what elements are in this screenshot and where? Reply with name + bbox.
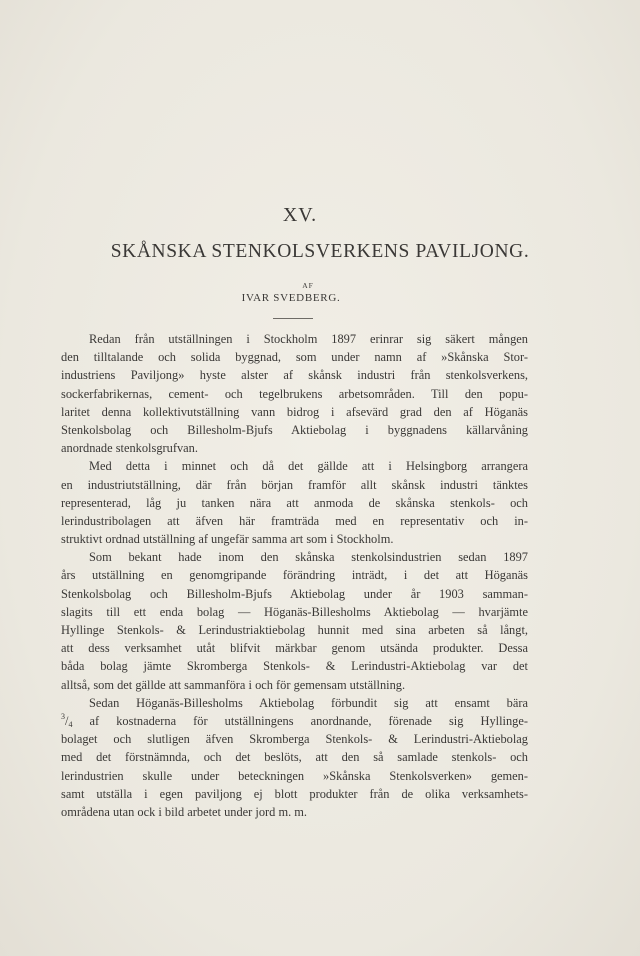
body-text: [61, 330, 528, 821]
text-line: alltså, som det gällde att sammanföra i och för gemensam utställning.: [61, 677, 406, 692]
author-name: IVAR SVEDBERG.: [241, 292, 341, 304]
text-line: Redan från utställningen i Stockholm 1897 erinrar sig säkert mången: [89, 332, 528, 346]
text-line: sockerfabrikernas, cement- och tegelbrukens arbetsområden. Till den popu-: [61, 386, 528, 401]
chapter-number: XV.: [282, 204, 318, 226]
text-line-remainder: af kostnaderna för utställningens anordnande, förenade sig Hyllinge-: [89, 713, 528, 728]
text-line: Sedan Höganäs-Billesholms Aktiebolag förbundit sig att ensamt bära: [89, 695, 528, 710]
text-line: industriens Paviljong» hyste alster af skånsk industri från stenkolsverkens,: [61, 368, 528, 383]
title-divider: [273, 318, 313, 319]
text-line: Stenkolsbolag och Billesholm-Bjufs Aktiebolag under år 1903 samman-: [61, 586, 528, 601]
text-line: lerindustribolagen att äfven här framträda med en representativ och in-: [61, 513, 528, 528]
text-line-with-fraction: [61, 712, 528, 730]
text-line: laritet denna kollektivutställning vann bidrog i afsevärd grad den af Höganäs: [61, 404, 528, 419]
text-line: struktivt ordnad utställning af ungefär samma art som i Stockholm.: [61, 532, 394, 547]
chapter-title: SKÅNSKA STENKOLSVERKENS PAVILJONG.: [110, 241, 530, 262]
text-line: att dess verksamhet utåt blifvit märkbar genom utsända produkter. Dessa: [61, 641, 528, 656]
text-line: en industriutställning, där från början framför allt skånsk industri tänktes: [61, 477, 528, 492]
text-line: med det förstnämnda, och det beslöts, att den så samlade stenkols- och: [61, 750, 528, 765]
fraction-three-quarters: $^3$/4: [61, 711, 73, 730]
text-line: Med detta i minnet och då det gällde att i Helsingborg arrangera: [89, 459, 528, 474]
byline-label: AF: [302, 281, 314, 290]
text-line: lerindustrien skulle under beteckningen »Skånska Stenkolsverken» gemen-: [61, 768, 528, 783]
text-line: Som bekant hade inom den skånska stenkolsindustrien sedan 1897: [89, 550, 528, 565]
text-line: representerad, låg ju tanken nära att anmoda de skånska stenkols- och: [61, 495, 528, 510]
text-line: anordnade stenkolsgrufvan.: [61, 441, 198, 456]
text-line: slagits till ett enda bolag — Höganäs-Billesholms Aktiebolag — hvarjämte: [61, 604, 528, 619]
text-line: båda bolag jämte Skromberga Stenkols- & Lerindustri-Aktiebolag var det: [61, 659, 528, 674]
text-line: Stenkolsbolag och Billesholm-Bjufs Aktiebolag i byggnadens källarvåning: [61, 422, 528, 437]
text-line: Hyllinge Stenkols- & Lerindustriaktiebolag hunnit med sina arbeten så långt,: [61, 623, 528, 637]
text-line: den tilltalande och solida byggnad, som under namn af »Skånska Stor-: [61, 350, 528, 365]
text-line: års utställning en genomgripande förändring inträdt, i det att Höganäs: [61, 568, 528, 583]
text-line: områdena utan ock i bild arbetet under jord m. m.: [61, 804, 308, 819]
text-line: samt utställa i egen paviljong ej blott produkter från de olika verksamhets-: [61, 786, 528, 801]
text-line: bolaget och slutligen äfven Skromberga Stenkols- & Lerindustri-Aktiebolag: [61, 732, 528, 747]
